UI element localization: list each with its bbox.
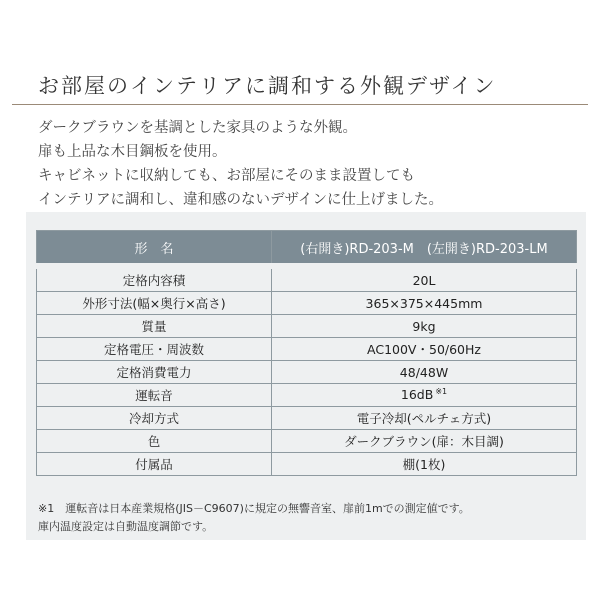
spec-label: 質量 bbox=[141, 319, 167, 334]
spec-label-cell bbox=[37, 338, 272, 361]
spec-value-cell bbox=[272, 361, 577, 384]
spec-label-cell bbox=[37, 266, 272, 292]
spec-label-cell bbox=[37, 361, 272, 384]
table-row bbox=[37, 430, 577, 453]
spec-value: 16dB bbox=[400, 387, 434, 403]
spec-value: 9kg bbox=[412, 318, 436, 334]
spec-label: 運転音 bbox=[135, 388, 173, 403]
table-row bbox=[37, 266, 577, 292]
spec-value-cell bbox=[272, 430, 577, 453]
spec-label: 色 bbox=[147, 434, 161, 449]
spec-label: 冷却方式 bbox=[128, 411, 179, 426]
spec-body bbox=[37, 266, 577, 476]
spec-table bbox=[36, 230, 577, 476]
headline-divider bbox=[12, 104, 588, 105]
intro-line: キャビネットに収納しても、お部屋にそのまま設置しても bbox=[38, 168, 415, 184]
intro-line: 扉も上品な木目鋼板を使用。 bbox=[38, 144, 227, 160]
table-row bbox=[37, 292, 577, 315]
header-model-value: (右開き)RD-203-M (左開き)RD-203-LM bbox=[272, 231, 577, 267]
spec-label: 付属品 bbox=[135, 457, 173, 472]
table-row bbox=[37, 361, 577, 384]
table-row bbox=[37, 407, 577, 430]
intro-line: ダークブラウンを基調とした家具のような外観。 bbox=[38, 120, 357, 136]
spec-value: 48/48W bbox=[399, 364, 449, 380]
spec-value: 20L bbox=[412, 272, 436, 288]
table-row bbox=[37, 338, 577, 361]
spec-label: 定格内容積 bbox=[122, 273, 186, 288]
table-row bbox=[37, 315, 577, 338]
intro-line: インテリアに調和し、違和感のないデザインに仕上げました。 bbox=[38, 192, 443, 208]
table-row bbox=[37, 384, 577, 407]
spec-header-row bbox=[37, 231, 577, 267]
spec-value-cell bbox=[272, 453, 577, 476]
spec-value: 棚(1枚) bbox=[402, 457, 446, 472]
footnotes bbox=[38, 500, 578, 536]
spec-label: 外形寸法(幅×奥行×高さ) bbox=[82, 296, 226, 311]
spec-value-cell bbox=[272, 315, 577, 338]
spec-label-cell bbox=[37, 430, 272, 453]
footnote-line: ※1 運転音は日本産業規格(JIS－C9607)に規定の無響音室、扉前1mでの測定値です。 bbox=[38, 502, 470, 515]
spec-value-cell bbox=[272, 338, 577, 361]
spec-value: AC100V・50/60Hz bbox=[367, 342, 481, 357]
spec-value-cell bbox=[272, 266, 577, 292]
spec-label: 定格電圧・周波数 bbox=[103, 342, 204, 357]
header-model-label: 形 名 bbox=[37, 231, 272, 267]
spec-label-cell bbox=[37, 407, 272, 430]
table-row bbox=[37, 453, 577, 476]
spec-value-cell bbox=[272, 292, 577, 315]
spec-note: ※1 bbox=[435, 387, 448, 397]
page-headline: お部屋のインテリアに調和する外観デザイン bbox=[38, 74, 497, 98]
spec-label-cell bbox=[37, 315, 272, 338]
spec-label-cell bbox=[37, 453, 272, 476]
spec-label-cell bbox=[37, 384, 272, 407]
spec-label-cell bbox=[37, 292, 272, 315]
spec-value: ダークブラウン(扉：木目調) bbox=[344, 434, 504, 449]
intro-text bbox=[38, 116, 578, 212]
spec-value-cell bbox=[272, 407, 577, 430]
spec-value-cell bbox=[272, 384, 577, 407]
footnote-line: 庫内温度設定は自動温度調節です。 bbox=[38, 520, 214, 533]
spec-label: 定格消費電力 bbox=[116, 365, 192, 380]
spec-value: 電子冷却(ペルチェ方式) bbox=[356, 411, 492, 426]
spec-value: 365×375×445mm bbox=[365, 295, 483, 311]
